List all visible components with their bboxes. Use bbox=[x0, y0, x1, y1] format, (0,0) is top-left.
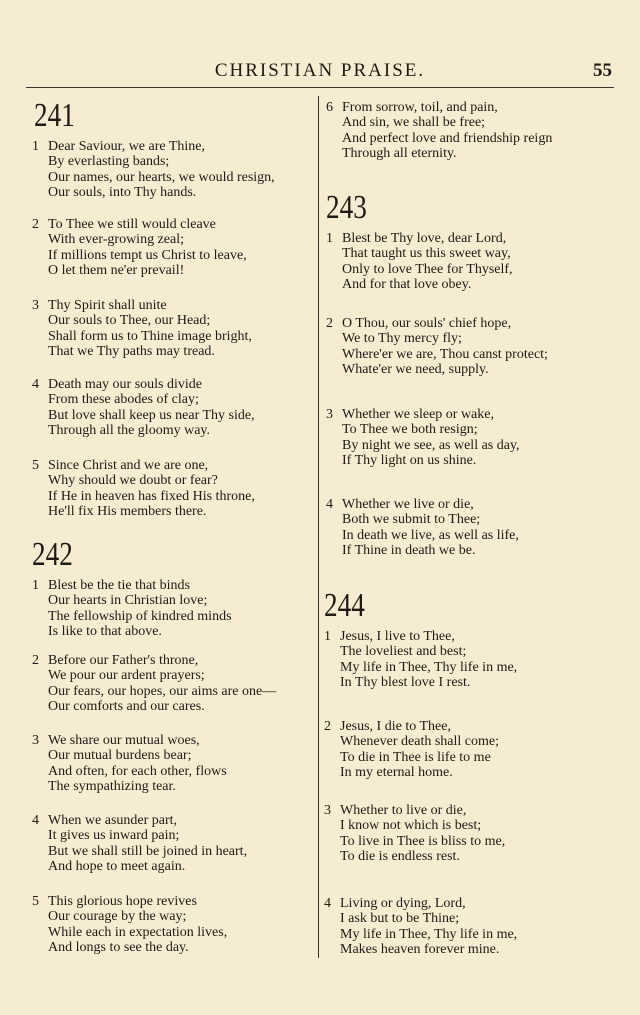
verse-line: I know not which is best; bbox=[340, 818, 482, 834]
verse bbox=[326, 100, 553, 162]
verse bbox=[324, 896, 518, 958]
verse bbox=[324, 803, 506, 865]
verse-number: 1 bbox=[324, 629, 331, 644]
verse-line: Both we submit to Thee; bbox=[342, 512, 481, 528]
verse-line: This glorious hope revives bbox=[48, 894, 197, 909]
verse-line: If millions tempt us Christ to leave, bbox=[48, 247, 247, 263]
verse-line: And sin, we shall be free; bbox=[342, 115, 486, 131]
verse-line: Jesus, I die to Thee, bbox=[340, 719, 451, 734]
verse-line: By everlasting bands; bbox=[48, 154, 170, 170]
verse-line: Our courage by the way; bbox=[48, 909, 187, 925]
verse-line: The loveliest and best; bbox=[340, 644, 467, 660]
verse-line: Only to love Thee for Thyself, bbox=[342, 261, 513, 277]
verse-line: Living or dying, Lord, bbox=[340, 896, 466, 911]
verse-number: 3 bbox=[32, 298, 39, 313]
verse-line: To Thee we still would cleave bbox=[48, 217, 216, 232]
verse-line: My life in Thee, Thy life in me, bbox=[340, 659, 518, 675]
verse-line: Whate'er we need, supply. bbox=[342, 362, 489, 378]
hymn-number-244: 244 bbox=[324, 587, 365, 624]
verse bbox=[324, 629, 518, 691]
verse bbox=[32, 578, 232, 640]
verse-line: Whenever death shall come; bbox=[340, 734, 499, 750]
verse-line: Whether to live or die, bbox=[340, 803, 467, 818]
verse-line: Through all eternity. bbox=[342, 146, 457, 162]
verse-line: We pour our ardent prayers; bbox=[48, 668, 205, 684]
verse-line: He'll fix His members there. bbox=[48, 504, 207, 520]
verse-line: But we shall still be joined in heart, bbox=[48, 843, 248, 859]
verse-line: When we asunder part, bbox=[48, 813, 178, 828]
verse-number: 4 bbox=[324, 896, 331, 911]
verse bbox=[32, 458, 255, 520]
verse-line: Death may our souls divide bbox=[48, 377, 202, 392]
verse-number: 2 bbox=[326, 316, 333, 331]
verse-line: We to Thy mercy fly; bbox=[342, 331, 462, 347]
verse bbox=[32, 653, 277, 715]
verse bbox=[32, 217, 247, 279]
verse-number: 4 bbox=[32, 377, 39, 392]
verse-line: Jesus, I live to Thee, bbox=[340, 629, 455, 644]
verse-line: Is like to that above. bbox=[48, 624, 162, 640]
verse-line: In Thy blest love I rest. bbox=[340, 675, 471, 691]
verse-line: Shall form us to Thine image bright, bbox=[48, 328, 252, 344]
verse-line: Dear Saviour, we are Thine, bbox=[48, 139, 206, 154]
verse-line: That we Thy paths may tread. bbox=[48, 344, 215, 360]
verse-line: And for that love obey. bbox=[342, 277, 472, 293]
verse-number: 5 bbox=[32, 894, 39, 909]
page-header-title: CHRISTIAN PRAISE. bbox=[214, 60, 426, 81]
verse bbox=[326, 231, 513, 293]
verse-line: Why should we doubt or fear? bbox=[48, 473, 218, 489]
verse-line: Our comforts and our cares. bbox=[48, 699, 205, 715]
verse-line: And perfect love and friendship reign bbox=[342, 130, 553, 146]
hymn-number-241: 241 bbox=[34, 97, 75, 134]
verse-line: If He in heaven has fixed His throne, bbox=[48, 488, 255, 504]
verse-line: To die in Thee is life to me bbox=[340, 749, 491, 765]
verse-line: Blest be Thy love, dear Lord, bbox=[342, 231, 507, 246]
verse-line: Since Christ and we are one, bbox=[48, 458, 209, 473]
verse-number: 2 bbox=[32, 217, 39, 232]
verse-line: Our names, our hearts, we would resign, bbox=[48, 169, 275, 185]
verse-number: 3 bbox=[324, 803, 331, 818]
verse-line: And hope to meet again. bbox=[48, 859, 186, 875]
verse-line: Through all the gloomy way. bbox=[48, 423, 211, 439]
verse-number: 4 bbox=[326, 497, 333, 512]
header-rule bbox=[26, 87, 614, 88]
hymn-number-243: 243 bbox=[326, 189, 367, 226]
verse-line: But love shall keep us near Thy side, bbox=[48, 407, 255, 423]
verse-line: To live in Thee is bliss to me, bbox=[340, 833, 506, 849]
verse-line: From sorrow, toil, and pain, bbox=[342, 100, 498, 115]
verse-line: It gives us inward pain; bbox=[48, 828, 180, 844]
verse-line: The fellowship of kindred minds bbox=[48, 608, 232, 624]
verse bbox=[32, 377, 255, 439]
verse-line: Where'er we are, Thou canst protect; bbox=[342, 346, 548, 362]
verse-line: Blest be the tie that binds bbox=[48, 578, 190, 593]
column-divider bbox=[318, 96, 319, 958]
verse-line: Our hearts in Christian love; bbox=[48, 593, 208, 609]
verse-line: Whether we sleep or wake, bbox=[342, 407, 494, 422]
verse-line: Makes heaven forever mine. bbox=[340, 942, 500, 958]
verse-line: To die is endless rest. bbox=[340, 849, 460, 865]
verse-line: We share our mutual woes, bbox=[48, 733, 200, 748]
verse-line: With ever-growing zeal; bbox=[48, 232, 184, 248]
verse-line: O Thou, our souls' chief hope, bbox=[342, 316, 512, 331]
verse-line: And often, for each other, flows bbox=[48, 763, 227, 779]
verse-number: 2 bbox=[32, 653, 39, 668]
verse-number: 4 bbox=[32, 813, 39, 828]
verse-line: By night we see, as well as day, bbox=[342, 437, 520, 453]
verse-line: If Thine in death we be. bbox=[342, 543, 476, 559]
verse-number: 2 bbox=[324, 719, 331, 734]
verse-line: If Thy light on us shine. bbox=[342, 453, 477, 469]
verse-line: Our souls, into Thy hands. bbox=[48, 185, 197, 201]
verse-number: 3 bbox=[32, 733, 39, 748]
verse bbox=[326, 407, 520, 469]
verse-line: To Thee we both resign; bbox=[342, 422, 478, 438]
verse-number: 3 bbox=[326, 407, 333, 422]
verse-line: I ask but to be Thine; bbox=[340, 911, 460, 927]
verse-line: Our fears, our hopes, our aims are one— bbox=[48, 683, 277, 699]
verse-line: The sympathizing tear. bbox=[48, 779, 176, 795]
verse bbox=[32, 733, 227, 795]
verse-number: 1 bbox=[32, 578, 39, 593]
verse-line: Before our Father's throne, bbox=[48, 653, 199, 668]
page-number: 55 bbox=[593, 60, 612, 81]
verse bbox=[32, 813, 248, 875]
verse-number: 6 bbox=[326, 100, 333, 115]
verse-line: O let them ne'er prevail! bbox=[48, 263, 185, 279]
verse bbox=[32, 894, 228, 956]
verse bbox=[32, 298, 252, 360]
verse-line: Thy Spirit shall unite bbox=[48, 298, 167, 313]
verse-line: Whether we live or die, bbox=[342, 497, 474, 512]
verse-number: 1 bbox=[32, 139, 39, 154]
verse-number: 1 bbox=[326, 231, 333, 246]
verse-line: In my eternal home. bbox=[340, 765, 453, 781]
verse-line: And longs to see the day. bbox=[48, 940, 189, 956]
verse-line: That taught us this sweet way, bbox=[342, 246, 511, 262]
verse-line: From these abodes of clay; bbox=[48, 392, 199, 408]
verse bbox=[324, 719, 499, 781]
verse-number: 5 bbox=[32, 458, 39, 473]
verse bbox=[326, 497, 519, 559]
hymn-number-242: 242 bbox=[32, 536, 73, 573]
verse-line: Our souls to Thee, our Head; bbox=[48, 313, 211, 329]
verse-line: Our mutual burdens bear; bbox=[48, 748, 192, 764]
verse-line: My life in Thee, Thy life in me, bbox=[340, 926, 518, 942]
verse bbox=[32, 139, 275, 201]
verse bbox=[326, 316, 548, 378]
verse-line: In death we live, as well as life, bbox=[342, 527, 519, 543]
verse-line: While each in expectation lives, bbox=[48, 924, 228, 940]
